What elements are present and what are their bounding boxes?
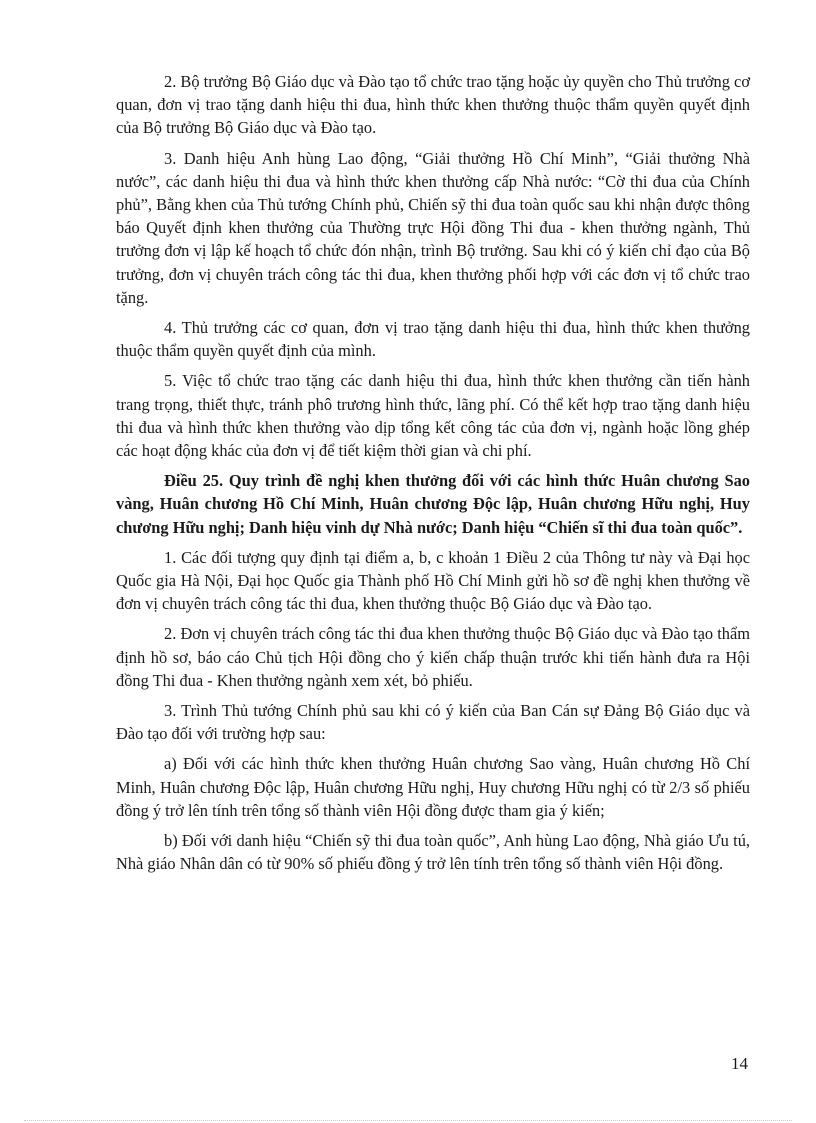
paragraph-point-a: a) Đối với các hình thức khen thưởng Huân chương Sao vàng, Huân chương Hồ Chí Minh, Huân chương Độc lập, Huân chương Hữu nghị, Huy chương Hữu nghị có từ 2/3 số phiếu đồng ý trở lên tính trên tổng số thành viên Hội đồng được tham gia ý kiến;	[116, 754, 750, 820]
page-bottom-divider	[24, 1120, 792, 1121]
paragraph-clause-4: 4. Thủ trưởng các cơ quan, đơn vị trao tặng danh hiệu thi đua, hình thức khen thưởng thuộc thẩm quyền quyết định của mình.	[116, 318, 750, 361]
paragraph-point-b: b) Đối với danh hiệu “Chiến sỹ thi đua toàn quốc”, Anh hùng Lao động, Nhà giáo Ưu tú, Nhà giáo Nhân dân có từ 90% số phiếu đồng ý trở lên tính trên tổng số thành viên Hội đồng.	[116, 831, 750, 874]
paragraph-clause-2: 2. Bộ trưởng Bộ Giáo dục và Đào tạo tổ chức trao tặng hoặc ủy quyền cho Thủ trưởng cơ quan, đơn vị trao tặng danh hiệu thi đua, hình thức khen thưởng thuộc thẩm quyền quyết định của Bộ trưởng Bộ Giáo dục và Đào tạo.	[116, 72, 750, 138]
page-number: 14	[731, 1054, 748, 1073]
paragraph-article-25-clause-1: 1. Các đối tượng quy định tại điểm a, b, c khoản 1 Điều 2 của Thông tư này và Đại học Quốc gia Hà Nội, Đại học Quốc gia Thành phố Hồ Chí Minh gửi hồ sơ đề nghị khen thưởng về đơn vị chuyên trách công tác thi đua, khen thưởng thuộc Bộ Giáo dục và Đào tạo.	[116, 547, 750, 614]
article-25-heading: Điều 25. Quy trình đề nghị khen thưởng đối với các hình thức Huân chương Sao vàng, Huân chương Hồ Chí Minh, Huân chương Độc lập, Huân chương Hữu nghị, Huy chương Hữu nghị; Danh hiệu vinh dự Nhà nước; Danh hiệu “Chiến sĩ thi đua toàn quốc”.	[116, 471, 750, 537]
paragraph-clause-5: 5. Việc tổ chức trao tặng các danh hiệu thi đua, hình thức khen thưởng cần tiến hành trang trọng, thiết thực, tránh phô trương hình thức, lãng phí. Có thể kết hợp trao tặng danh hiệu thi đua và hình thức khen thưởng vào dịp tổng kết công tác của đơn vị, ngành hoặc lồng ghép các hoạt động khác của đơn vị để tiết kiệm thời gian và chi phí.	[116, 371, 750, 461]
paragraph-clause-3: 3. Danh hiệu Anh hùng Lao động, “Giải thưởng Hồ Chí Minh”, “Giải thưởng Nhà nước”, các danh hiệu thi đua và hình thức khen thưởng cấp Nhà nước: “Cờ thi đua của Chính phủ”, Bằng khen của Thủ tướng Chính phủ, Chiến sỹ thi đua toàn quốc sau khi nhận được thông báo Quyết định khen thưởng của Thường trực Hội đồng Thi đua - khen thưởng ngành, Thủ trưởng đơn vị lập kế hoạch tổ chức đón nhận, trình Bộ trưởng. Sau khi có ý kiến chỉ đạo của Bộ trưởng, đơn vị chuyên trách công tác thi đua, khen thưởng phối hợp với các đơn vị tổ chức trao tặng.	[116, 148, 750, 307]
paragraph-article-25-clause-2: 2. Đơn vị chuyên trách công tác thi đua khen thưởng thuộc Bộ Giáo dục và Đào tạo thẩm định hồ sơ, báo cáo Chủ tịch Hội đồng cho ý kiến chấp thuận trước khi tiến hành đưa ra Hội đồng Thi đua - Khen thưởng ngành xem xét, bỏ phiếu.	[116, 624, 750, 690]
document-body	[116, 70, 750, 883]
paragraph-article-25-clause-3: 3. Trình Thủ tướng Chính phủ sau khi có ý kiến của Ban Cán sự Đảng Bộ Giáo dục và Đào tạo đối với trường hợp sau:	[116, 701, 750, 744]
